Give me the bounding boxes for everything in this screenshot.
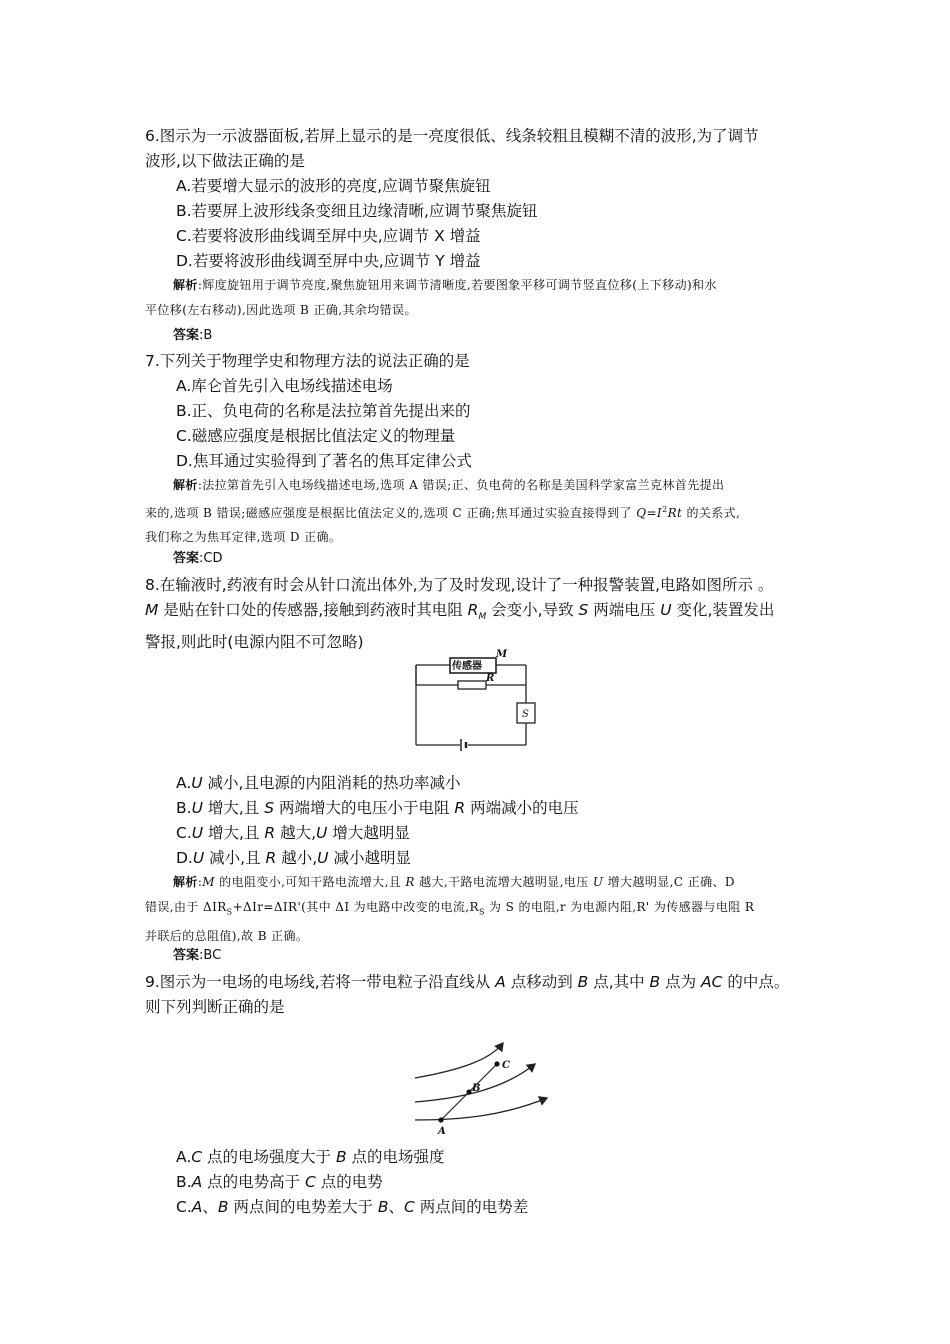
- question-8-line-1: 8.在输液时,药液有时会从针口流出体外,为了及时发现,设计了一种报警装置,电路如图所示 。: [145, 576, 774, 594]
- question-9-line-2: 则下列判断正确的是: [145, 998, 285, 1016]
- question-6-line-1: 6.图示为一示波器面板,若屏上显示的是一亮度很低、线条较粗且模糊不清的波形,为了调节: [145, 127, 759, 145]
- answer-label: 答案: [173, 551, 200, 566]
- r-label: R: [486, 673, 495, 684]
- sensor-label: 传感器: [452, 661, 482, 672]
- question-6-option-d: D.若要将波形曲线调至屏中央,应调节 Y 增益: [176, 252, 481, 270]
- question-6-answer: [173, 326, 212, 346]
- question-6-line-2: 波形,以下做法正确的是: [145, 152, 305, 170]
- explanation-label: 解析: [173, 478, 198, 492]
- question-7-answer: [173, 549, 222, 569]
- answer-value: :CD: [199, 551, 223, 566]
- answer-value: :BC: [199, 948, 222, 963]
- label-b: B: [472, 1083, 481, 1094]
- question-7-option-a: A.库仑首先引入电场线描述电场: [176, 377, 393, 395]
- question-7-option-c: C.磁感应强度是根据比值法定义的物理量: [176, 427, 456, 445]
- explanation-text-2: 错误,由于 $\Delta IR_S+\Delta Ir=\Delta IR'$(其中 ΔI 为电路中改变的电流$,R_S$ 为 S 的电阻,r 为电源内阻,R' 为传感器与电阻 R: [145, 899, 755, 916]
- question-7-stem: [145, 349, 825, 374]
- explanation-text-1: :法拉第首先引入电场线描述电场,选项 A 错误;正、负电荷的名称是美国科学家富兰克林首先提出: [197, 478, 725, 492]
- question-8-option-c: C.U 增大,且 R 越大,U 增大越明显: [176, 824, 410, 842]
- explanation-label: 解析: [173, 278, 198, 292]
- question-9-line-1: 9.图示为一电场的电场线,若将一带电粒子沿直线从 A 点移动到 B 点,其中 B 点为 AC 的中点。: [145, 973, 790, 991]
- explanation-text-3: 我们称之为焦耳定律,选项 D 正确。: [145, 530, 342, 544]
- question-9-option-b: B.A 点的电势高于 C 点的电势: [176, 1173, 383, 1191]
- question-7-option-b: B.正、负电荷的名称是法拉第首先提出来的: [176, 402, 471, 420]
- question-7-line-1: 7.下列关于物理学史和物理方法的说法正确的是: [145, 352, 470, 370]
- point-a: [438, 1117, 443, 1122]
- question-8-answer: [173, 946, 221, 966]
- explanation-label: 解析: [173, 875, 198, 889]
- question-9-option-c: C.A、B 两点间的电势差大于 B、C 两点间的电势差: [176, 1198, 529, 1216]
- field-line-upper: [415, 1043, 503, 1078]
- question-8-line-2: M 是贴在针口处的传感器,接触到药液时其电阻 $R_M$ 会变小,导致 S 两端电压 U 变化,装置发出: [145, 601, 775, 623]
- m-label: M: [496, 649, 508, 660]
- field-line-lower: [415, 1098, 547, 1120]
- circuit-diagram: [400, 645, 545, 755]
- point-b: [466, 1089, 471, 1094]
- question-8-explanation: 解析:M 的电阻变小,可知干路电流增大,且 R 越大,干路电流增大越明显,电压 U 增大越明显,C 正确、D 错误,由于 $\Delta IR_S+\Delta Ir=\Delta IR'$(其中 ΔI 为电路中改变的电流$,R_S$ 为 S 的电阻,r 为电源内阻,R' 为传感器与电阻 R 并联后的总阻值),故 B 正确。: [145, 870, 820, 949]
- s-label: S: [522, 709, 529, 720]
- question-8-stem: [145, 573, 825, 655]
- answer-label: 答案: [173, 328, 200, 343]
- point-c: [494, 1061, 499, 1066]
- explanation-text-3: 并联后的总阻值),故 B 正确。: [145, 929, 309, 944]
- electric-field-figure: [405, 1040, 555, 1135]
- explanation-text-2: 来的,选项 B 错误;磁感应强度是根据比值法定义的,选项 C 正确;焦耳通过实验直接得到了 $Q=I^2Rt$ 的关系式,: [145, 504, 741, 520]
- question-8-option-a: A.U 减小,且电源的内阻消耗的热功率减小: [176, 774, 461, 792]
- question-7-explanation: [145, 473, 820, 550]
- question-6-option-b: B.若要屏上波形线条变细且边缘清晰,应调节聚焦旋钮: [176, 202, 538, 220]
- question-8-line-3: 警报,则此时(电源内阻不可忽略): [145, 633, 364, 652]
- question-6-option-a: A.若要增大显示的波形的亮度,应调节聚焦旋钮: [176, 177, 491, 195]
- label-c: C: [502, 1060, 510, 1071]
- explanation-text-1: :辉度旋钮用于调节亮度,聚焦旋钮用来调节清晰度,若要图象平移可调节竖直位移(上下移动)和水: [197, 278, 717, 292]
- question-6-stem: [145, 124, 825, 174]
- question-6-explanation: [145, 273, 820, 322]
- question-7-option-d: D.焦耳通过实验得到了著名的焦耳定律公式: [176, 452, 472, 470]
- label-a: A: [438, 1126, 446, 1135]
- resistor-r: [458, 681, 486, 689]
- question-6-option-c: C.若要将波形曲线调至屏中央,应调节 X 增益: [176, 227, 481, 245]
- answer-value: :B: [199, 328, 213, 343]
- explanation-text-2: 平位移(左右移动),因此选项 B 正确,其余均错误。: [145, 302, 417, 317]
- question-9-stem: [145, 970, 845, 1020]
- question-8-option-d: D.U 减小,且 R 越小,U 减小越明显: [176, 849, 411, 867]
- answer-label: 答案: [173, 948, 200, 963]
- question-8-option-b: B.U 增大,且 S 两端增大的电压小于电阻 R 两端减小的电压: [176, 799, 579, 817]
- question-9-option-a: A.C 点的电场强度大于 B 点的电场强度: [176, 1148, 445, 1166]
